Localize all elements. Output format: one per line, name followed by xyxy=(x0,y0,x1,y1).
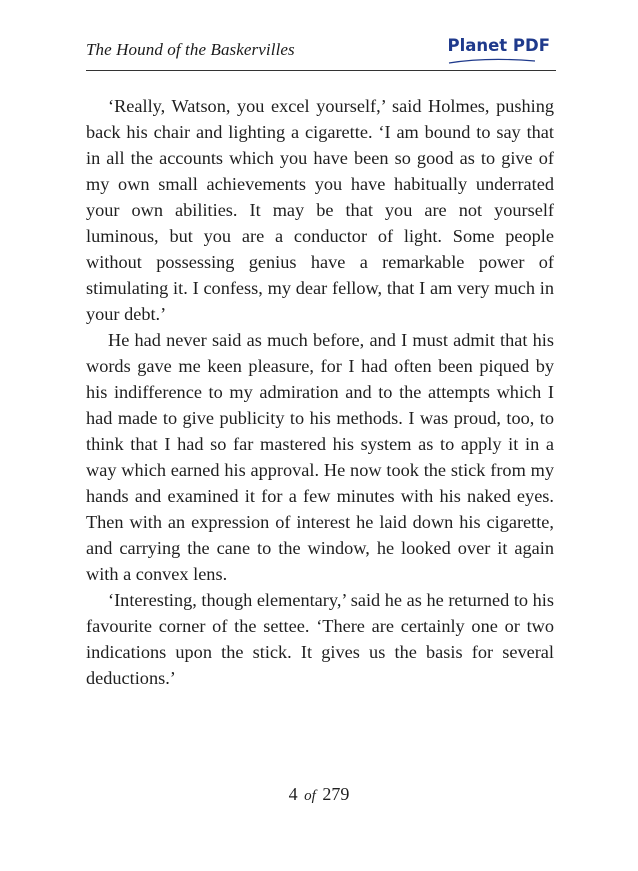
header-rule xyxy=(86,70,556,71)
page-total: 279 xyxy=(322,784,350,804)
book-title: The Hound of the Baskervilles xyxy=(86,40,295,59)
paragraph: He had never said as much before, and I must admit that his words gave me keen pleasure, for I had often been piqued by his indifference to my admiration and to the attempts which I had made to give publicity to his methods. I was proud, too, to think that I had so far mastered his system as to apply it in a way which earned his approval. He now took the stick from my hands and examined it for a few minutes with his naked eyes. Then with an expression of interest he laid down his cigarette, and carrying the cane to the window, he looked over it again with a convex lens. xyxy=(86,330,554,584)
paragraph: ‘Interesting, though elementary,’ said he as he returned to his favourite corner of the settee. ‘There are certainly one or two indications upon the stick. It gives us the basis for several deductions.’ xyxy=(86,590,554,688)
body-text xyxy=(86,93,554,691)
planet-pdf-logo[interactable] xyxy=(447,36,550,55)
page-current: 4 xyxy=(288,784,298,804)
paragraph: ‘Really, Watson, you excel yourself,’ said Holmes, pushing back his chair and lighting a cigarette. ‘I am bound to say that in all the accounts which you have been so good as to give of my own small achievements you have habitually underrated your own abilities. It may be that you are not yourself luminous, but you are a conductor of light. Some people without possessing genius have a remarkable power of stimulating it. I confess, my dear fellow, that I am very much in your debt.’ xyxy=(86,96,554,324)
page-footer xyxy=(0,784,638,805)
logo-swoosh-icon xyxy=(447,57,537,67)
logo-text: Planet PDF xyxy=(447,36,550,55)
page-header xyxy=(86,36,556,80)
page-of-label: of xyxy=(304,788,316,804)
